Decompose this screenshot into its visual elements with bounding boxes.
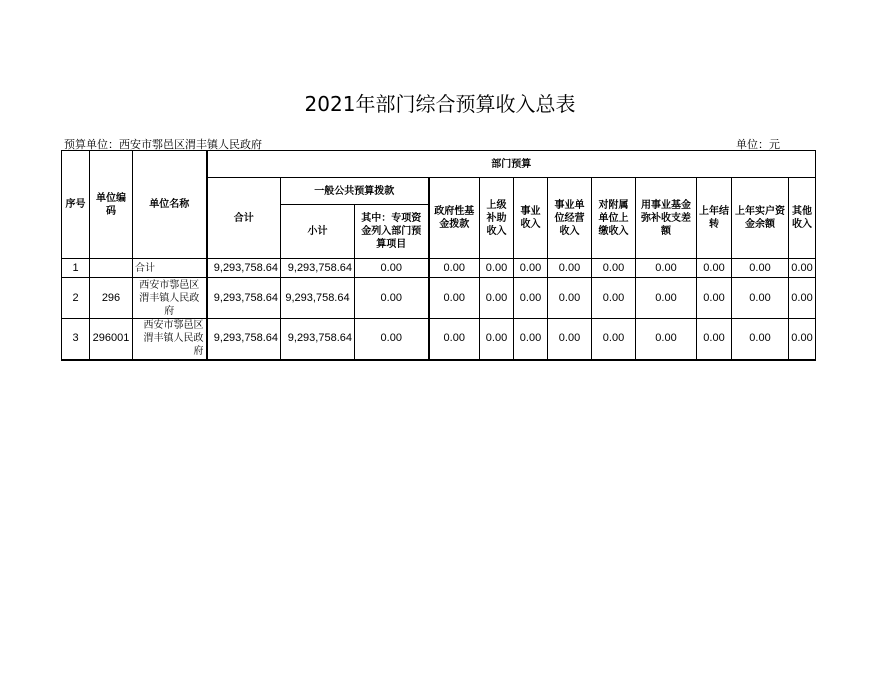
header-code: 单位编码 <box>90 151 133 259</box>
table-row <box>62 259 816 278</box>
cell-business: 0.00 <box>514 278 548 319</box>
cell-name: 合计 <box>133 259 207 278</box>
cell-affiliated: 0.00 <box>592 259 636 278</box>
table-row <box>62 319 816 360</box>
header-operating: 事业单位经营收入 <box>548 178 592 259</box>
header-carryover: 上年结转 <box>697 178 732 259</box>
cell-other: 0.00 <box>789 259 816 278</box>
header-fund-offset: 用事业基金弥补收支差额 <box>636 178 697 259</box>
header-subtotal: 小计 <box>281 205 355 259</box>
cell-business: 0.00 <box>514 319 548 360</box>
cell-code <box>90 259 133 278</box>
cell-gov-fund: 0.00 <box>429 319 480 360</box>
cell-subtotal: 9,293,758.64 <box>281 278 355 319</box>
header-special: 其中：专项资金列入部门预算项目 <box>355 205 429 259</box>
table-body <box>62 259 816 360</box>
cell-superior: 0.00 <box>480 259 514 278</box>
cell-special: 0.00 <box>355 259 429 278</box>
cell-code: 296001 <box>90 319 133 360</box>
header-business: 事业收入 <box>514 178 548 259</box>
cell-superior: 0.00 <box>480 319 514 360</box>
header-last-balance: 上年实户资金余额 <box>732 178 789 259</box>
header-dept-budget: 部门预算 <box>207 151 816 178</box>
cell-fund-offset: 0.00 <box>636 278 697 319</box>
cell-total: 9,293,758.64 <box>207 319 281 360</box>
cell-last-balance: 0.00 <box>732 259 789 278</box>
header-total: 合计 <box>207 178 281 259</box>
cell-superior: 0.00 <box>480 278 514 319</box>
header-name: 单位名称 <box>133 151 207 259</box>
cell-total: 9,293,758.64 <box>207 278 281 319</box>
cell-last-balance: 0.00 <box>732 278 789 319</box>
cell-operating: 0.00 <box>548 278 592 319</box>
cell-gov-fund: 0.00 <box>429 278 480 319</box>
cell-operating: 0.00 <box>548 259 592 278</box>
cell-operating: 0.00 <box>548 319 592 360</box>
cell-fund-offset: 0.00 <box>636 319 697 360</box>
cell-last-balance: 0.00 <box>732 319 789 360</box>
cell-affiliated: 0.00 <box>592 278 636 319</box>
cell-seq: 1 <box>62 259 90 278</box>
table-row <box>62 278 816 319</box>
header-gov-fund: 政府性基金拨款 <box>429 178 480 259</box>
page-title: 2021年部门综合预算收入总表 <box>304 92 576 116</box>
cell-total: 9,293,758.64 <box>207 259 281 278</box>
cell-name: 西安市鄠邑区渭丰镇人民政府 <box>133 319 207 360</box>
header-general-budget: 一般公共预算拨款 <box>281 178 429 205</box>
cell-name: 西安市鄠邑区渭丰镇人民政府 <box>133 278 207 319</box>
cell-subtotal: 9,293,758.64 <box>281 259 355 278</box>
cell-special: 0.00 <box>355 278 429 319</box>
cell-code: 296 <box>90 278 133 319</box>
cell-carryover: 0.00 <box>697 278 732 319</box>
currency-unit-label: 单位：元 <box>736 138 780 151</box>
cell-special: 0.00 <box>355 319 429 360</box>
header-affiliated: 对附属单位上缴收入 <box>592 178 636 259</box>
cell-carryover: 0.00 <box>697 259 732 278</box>
budget-income-table <box>61 150 816 361</box>
cell-fund-offset: 0.00 <box>636 259 697 278</box>
budget-unit-label: 预算单位：西安市鄠邑区渭丰镇人民政府 <box>64 138 262 151</box>
cell-other: 0.00 <box>789 278 816 319</box>
cell-carryover: 0.00 <box>697 319 732 360</box>
cell-subtotal: 9,293,758.64 <box>281 319 355 360</box>
cell-gov-fund: 0.00 <box>429 259 480 278</box>
cell-affiliated: 0.00 <box>592 319 636 360</box>
cell-business: 0.00 <box>514 259 548 278</box>
table-header <box>62 151 816 259</box>
header-other: 其他收入 <box>789 178 816 259</box>
cell-other: 0.00 <box>789 319 816 360</box>
header-seq: 序号 <box>62 151 90 259</box>
cell-seq: 2 <box>62 278 90 319</box>
header-superior: 上级补助收入 <box>480 178 514 259</box>
cell-seq: 3 <box>62 319 90 360</box>
